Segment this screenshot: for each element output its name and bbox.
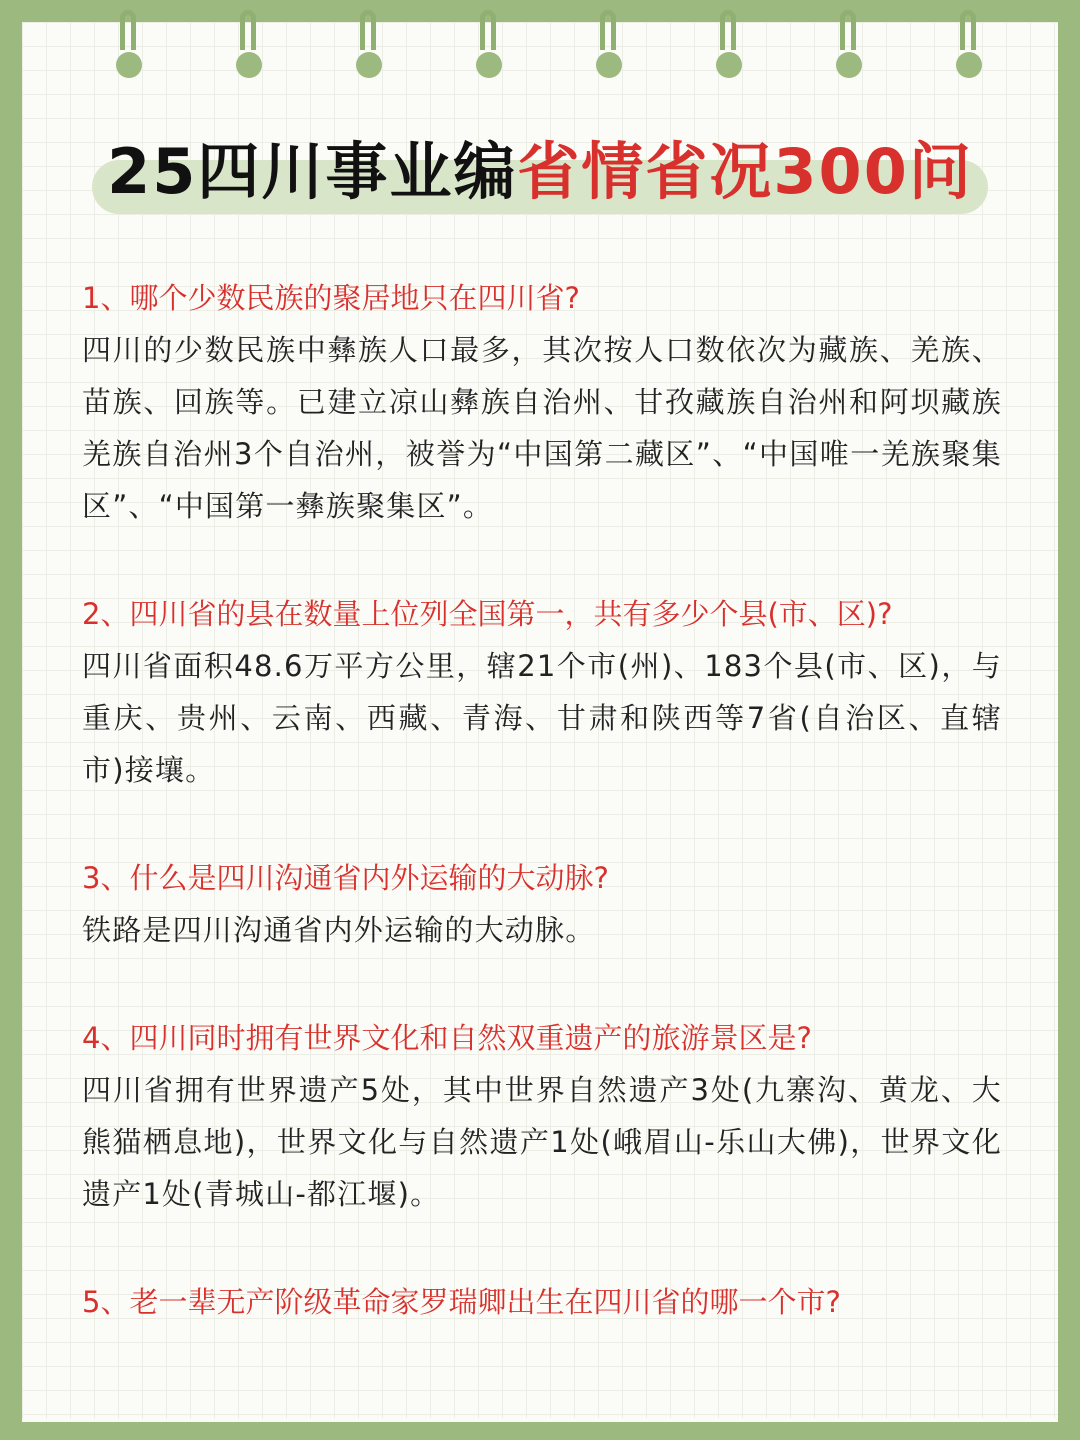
answer: 四川的少数民族中彝族人口最多，其次按人口数依次为藏族、羌族、苗族、回族等。已建立凉山彝族自治州、甘孜藏族自治州和阿坝藏族羌族自治州3个自治州，被誉为“中国第二藏区”、“中国唯一羌族聚集区”、“中国第一彝族聚集区”。: [82, 333, 1002, 523]
qa-item: [82, 1012, 1002, 1220]
binder-ring-icon: [474, 10, 504, 80]
answer: 四川省面积48.6万平方公里，辖21个市(州)、183个县(市、区)，与重庆、贵州、云南、西藏、青海、甘肃和陕西等7省(自治区、直辖市)接壤。: [82, 649, 1002, 787]
binder-ring-icon: [594, 10, 624, 80]
question: 5、老一辈无产阶级革命家罗瑞卿出生在四川省的哪一个市?: [82, 1285, 841, 1319]
binder-ring-icon: [714, 10, 744, 80]
qa-item: [82, 588, 1002, 796]
binder-ring-icon: [834, 10, 864, 80]
binder-ring-icon: [954, 10, 984, 80]
binder-ring-icon: [114, 10, 144, 80]
title-part-black: 25四川事业编: [107, 135, 518, 208]
title-text: [92, 130, 988, 214]
title-part-red: 省情省况300问: [517, 135, 973, 208]
question: 3、什么是四川沟通省内外运输的大动脉?: [82, 861, 609, 895]
qa-item: [82, 272, 1002, 532]
binder-rings: [0, 0, 1080, 90]
qa-item: [82, 852, 1002, 956]
answer: 四川省拥有世界遗产5处，其中世界自然遗产3处(九寨沟、黄龙、大熊猫栖息地)，世界文化与自然遗产1处(峨眉山-乐山大佛)，世界文化遗产1处(青城山-都江堰)。: [82, 1073, 1002, 1211]
binder-ring-icon: [234, 10, 264, 80]
qa-list: [82, 272, 1002, 1328]
binder-ring-icon: [354, 10, 384, 80]
question: 4、四川同时拥有世界文化和自然双重遗产的旅游景区是?: [82, 1021, 812, 1055]
question: 1、哪个少数民族的聚居地只在四川省?: [82, 281, 580, 315]
page-title: [92, 130, 988, 214]
question: 2、四川省的县在数量上位列全国第一，共有多少个县(市、区)?: [82, 597, 893, 631]
qa-item: [82, 1276, 1002, 1328]
answer: 铁路是四川沟通省内外运输的大动脉。: [82, 913, 596, 947]
